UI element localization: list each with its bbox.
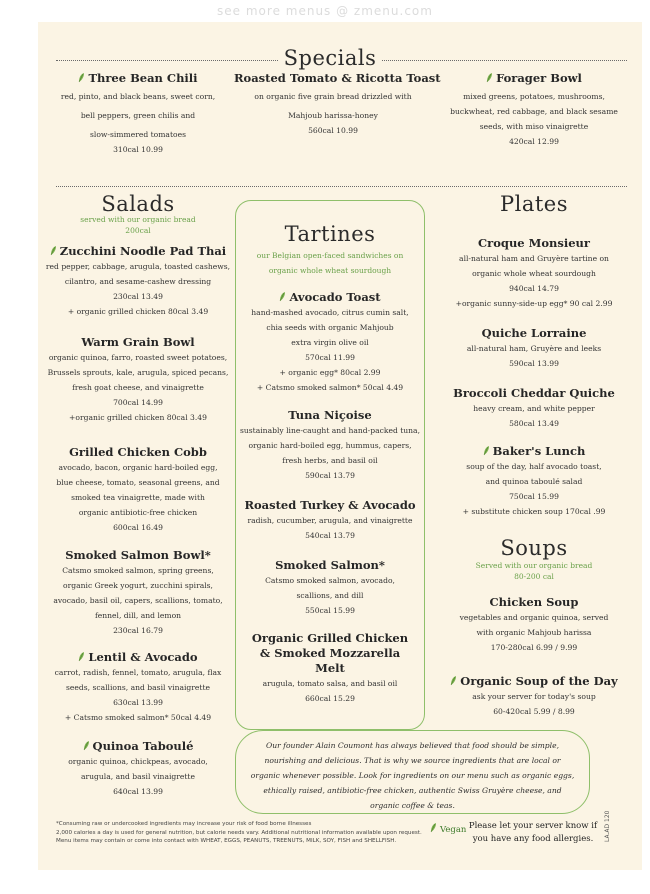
salad-item-desc: smoked tea vinaigrette, made with bbox=[71, 493, 205, 502]
soup-item-name: Chicken Soup bbox=[489, 595, 579, 609]
salad-item bbox=[38, 548, 238, 638]
special-item-price: 420cal 12.99 bbox=[509, 137, 559, 146]
salad-item-addon: +organic grilled chicken 80cal 3.49 bbox=[69, 413, 207, 422]
salad-item bbox=[38, 445, 238, 535]
salad-item-desc: avocado, bacon, organic hard-boiled egg, bbox=[58, 463, 218, 472]
footnotes bbox=[56, 820, 436, 846]
tartine-item-addon: + organic egg* 80cal 2.99 bbox=[279, 368, 381, 377]
soups-title: Soups bbox=[500, 536, 568, 560]
tartine-item-name: Roasted Turkey & Avocado bbox=[244, 498, 416, 512]
salad-item-desc: carrot, radish, fennel, tomato, arugula, flax bbox=[54, 668, 222, 677]
plate-item-price: 580cal 13.49 bbox=[509, 419, 559, 428]
plate-item-name: Broccoli Cheddar Quiche bbox=[453, 386, 615, 400]
plate-item-desc: soup of the day, half avocado toast, bbox=[466, 462, 602, 471]
tartine-item-desc: arugula, tomato salsa, and basil oil bbox=[262, 679, 398, 688]
special-item-desc: on organic five grain bread drizzled with bbox=[254, 92, 412, 101]
plate-item-price: 590cal 13.99 bbox=[509, 359, 559, 368]
salad-item-desc: arugula, and basil vinaigrette bbox=[81, 772, 195, 781]
tartine-item bbox=[250, 631, 410, 706]
vegan-legend bbox=[430, 822, 466, 835]
tartine-item bbox=[235, 408, 425, 483]
plate-item-name: Croque Monsieur bbox=[478, 236, 590, 250]
salad-item-name: Smoked Salmon Bowl* bbox=[65, 548, 211, 562]
salad-item-desc: cilantro, and sesame-cashew dressing bbox=[64, 277, 212, 286]
plate-item-desc: all-natural ham and Gruyère tartine on bbox=[459, 254, 609, 263]
salad-item-desc: blue cheese, tomato, seasonal greens, and bbox=[56, 478, 220, 487]
vegan-leaf-icon bbox=[78, 72, 85, 83]
soup-item bbox=[434, 595, 634, 655]
plate-item-desc: organic whole wheat sourdough bbox=[472, 269, 596, 278]
special-item-desc: Mahjoub harissa-honey bbox=[288, 111, 378, 120]
vegan-leaf-icon bbox=[450, 675, 457, 686]
vegan-legend-label: Vegan bbox=[440, 825, 467, 835]
special-item-desc: buckwheat, red cabbage, and black sesame bbox=[450, 107, 618, 116]
soup-item-desc: vegetables and organic quinoa, served bbox=[459, 613, 609, 622]
tartine-item-name: Smoked Salmon* bbox=[275, 558, 385, 572]
special-item-desc: bell peppers, green chilis and bbox=[80, 111, 196, 120]
plate-item-desc: and quinoa taboulé salad bbox=[485, 477, 583, 486]
tartine-item-desc: Catsmo smoked salmon, avocado, bbox=[265, 576, 395, 585]
plate-item-addon: + substitute chicken soup 170cal .99 bbox=[462, 507, 606, 516]
salad-item-addon: + organic grilled chicken 80cal 3.49 bbox=[67, 307, 209, 316]
salads-title: Salads bbox=[101, 192, 175, 216]
tartines-title: Tartines bbox=[284, 222, 376, 246]
salad-item-desc: organic Greek yogurt, zucchini spirals, bbox=[63, 581, 213, 590]
salad-item-name: Warm Grain Bowl bbox=[81, 335, 195, 349]
tartine-item-name: Tuna Niçoise bbox=[288, 408, 372, 422]
tartine-item-desc: extra virgin olive oil bbox=[291, 338, 369, 347]
tartine-item-desc: chia seeds with organic Mahjoub bbox=[266, 323, 394, 332]
salad-item-desc: fresh goat cheese, and vinaigrette bbox=[72, 383, 204, 392]
tartine-item bbox=[235, 290, 425, 395]
tartine-item-price: 550cal 15.99 bbox=[305, 606, 355, 615]
tartine-item-price: 590cal 13.79 bbox=[305, 471, 355, 480]
salad-item-addon: + Catsmo smoked salmon* 50cal 4.49 bbox=[64, 713, 212, 722]
salad-item-price: 230cal 13.49 bbox=[113, 292, 163, 301]
tartine-item-addon: + Catsmo smoked salmon* 50cal 4.49 bbox=[256, 383, 404, 392]
plate-item-price: 750cal 15.99 bbox=[509, 492, 559, 501]
tartines-subtitle: our Belgian open-faced sandwiches on organic whole wheat sourdough bbox=[256, 251, 404, 275]
salad-item-desc: seeds, scallions, and basil vinaigrette bbox=[65, 683, 211, 692]
salad-item bbox=[38, 244, 238, 319]
vegan-leaf-icon bbox=[83, 740, 90, 751]
vegan-leaf-icon bbox=[279, 291, 286, 302]
vegan-leaf-icon bbox=[483, 445, 490, 456]
tartine-item-price: 570cal 11.99 bbox=[305, 353, 355, 362]
special-item-price: 310cal 10.99 bbox=[113, 145, 163, 154]
special-item bbox=[434, 71, 634, 149]
salad-item-desc: red pepper, cabbage, arugula, toasted cashews, bbox=[45, 262, 231, 271]
soups-subtitle bbox=[434, 560, 634, 582]
tartine-item-desc: sustainably line-caught and hand-packed tuna, bbox=[239, 426, 420, 435]
soup-item-name: Organic Soup of the Day bbox=[434, 674, 634, 689]
special-item-desc: slow-simmered tomatoes bbox=[90, 130, 186, 139]
salads-subtitle-cal: 200cal bbox=[125, 226, 151, 235]
plate-item-addon: +organic sunny-side-up egg* 90 cal 2.99 bbox=[455, 299, 613, 308]
plate-item-name: Baker's Lunch bbox=[434, 444, 634, 459]
soup-item-price: 60-420cal 5.99 / 8.99 bbox=[493, 707, 575, 716]
tartine-item-name: Avocado Toast bbox=[235, 290, 425, 305]
plates-title: Plates bbox=[499, 192, 568, 216]
tartine-item-desc: fresh herbs, and basil oil bbox=[282, 456, 378, 465]
special-item-name: Three Bean Chili bbox=[48, 71, 228, 86]
watermark: see more menus @ zmenu.com bbox=[217, 4, 433, 18]
special-item-name: Roasted Tomato & Ricotta Toast bbox=[234, 71, 441, 85]
salads-subtitle-text: served with our organic bread bbox=[80, 215, 196, 224]
plate-item bbox=[434, 236, 634, 311]
plate-item bbox=[434, 386, 634, 431]
salad-item-desc: organic antibiotic-free chicken bbox=[78, 508, 198, 517]
special-item-name: Forager Bowl bbox=[434, 71, 634, 86]
vegan-leaf-icon bbox=[430, 822, 437, 833]
soup-item-desc: with organic Mahjoub harissa bbox=[476, 628, 592, 637]
specials-title: Specials bbox=[283, 46, 377, 70]
tartine-item-name: Organic Grilled Chicken & Smoked Mozzarella Melt bbox=[251, 631, 409, 675]
plate-item-price: 940cal 14.79 bbox=[509, 284, 559, 293]
founder-note: Our founder Alain Coumont has always believed that food should be simple, nourishing and delicious. That is why we source ingredients that are local or organic whenever possible. Look for ingredients on our menu such as organic eggs, ethically raised, antibiotic-free chicken, authentic Swiss Gruyère cheese, and organic coffee & teas. bbox=[235, 730, 590, 814]
salad-item-desc: organic quinoa, farro, roasted sweet potatoes, bbox=[48, 353, 228, 362]
vegan-leaf-icon bbox=[78, 651, 85, 662]
plate-item bbox=[434, 326, 634, 371]
plate-item bbox=[434, 444, 634, 519]
salad-item bbox=[38, 335, 238, 425]
salad-item-name: Quinoa Taboulé bbox=[38, 739, 238, 754]
specials-rule-left bbox=[56, 60, 278, 61]
tartine-item-price: 540cal 13.79 bbox=[305, 531, 355, 540]
salad-item bbox=[38, 739, 238, 799]
salad-item bbox=[38, 650, 238, 725]
vegan-leaf-icon bbox=[486, 72, 493, 83]
salad-item-name: Grilled Chicken Cobb bbox=[69, 445, 207, 459]
tartine-item bbox=[235, 558, 425, 618]
salad-item-price: 640cal 13.99 bbox=[113, 787, 163, 796]
soup-item-price: 170-280cal 6.99 / 9.99 bbox=[490, 643, 578, 652]
tartine-item bbox=[235, 498, 425, 543]
footnote-raw-food: *Consuming raw or undercooked ingredients may increase your risk of food borne illnesses bbox=[56, 821, 312, 827]
menu-page bbox=[38, 22, 642, 870]
footnote-calories: 2,000 calories a day is used for general nutrition, but calorie needs vary. Additional nutritional information available upon request. bbox=[56, 829, 422, 836]
salad-item-price: 600cal 16.49 bbox=[113, 523, 163, 532]
soups-subtitle-cal: 80-200 cal bbox=[514, 572, 554, 581]
soup-item bbox=[434, 674, 634, 719]
special-item-price: 560cal 10.99 bbox=[308, 126, 358, 135]
salads-subtitle bbox=[48, 214, 228, 236]
vegan-leaf-icon bbox=[50, 245, 57, 256]
special-item bbox=[234, 71, 441, 138]
salad-item-price: 700cal 14.99 bbox=[113, 398, 163, 407]
tartine-item-desc: hand-mashed avocado, citrus cumin salt, bbox=[251, 308, 409, 317]
section-divider bbox=[56, 186, 627, 187]
special-item bbox=[48, 71, 228, 157]
salad-item-price: 630cal 13.99 bbox=[113, 698, 163, 707]
plate-item-desc: all-natural ham, Gruyère and leeks bbox=[466, 344, 602, 353]
salad-item-desc: Brussels sprouts, kale, arugula, spiced pecans, bbox=[47, 368, 229, 377]
salad-item-desc: avocado, basil oil, capers, scallions, tomato, bbox=[53, 596, 223, 605]
tartine-item-price: 660cal 15.29 bbox=[305, 694, 355, 703]
salad-item-desc: Catsmo smoked salmon, spring greens, bbox=[62, 566, 214, 575]
plate-item-name: Quiche Lorraine bbox=[481, 326, 587, 340]
special-item-desc: red, pinto, and black beans, sweet corn, bbox=[60, 92, 216, 101]
specials-rule-right bbox=[382, 60, 627, 61]
menu-code: LA.AD 120 bbox=[604, 810, 611, 842]
tartine-item-desc: scallions, and dill bbox=[296, 591, 364, 600]
plate-item-desc: heavy cream, and white pepper bbox=[473, 404, 595, 413]
salad-item-name: Zucchini Noodle Pad Thai bbox=[38, 244, 238, 259]
special-item-desc: mixed greens, potatoes, mushrooms, bbox=[463, 92, 605, 101]
soups-subtitle-text: Served with our organic bread bbox=[475, 561, 593, 570]
salad-item-desc: organic quinoa, chickpeas, avocado, bbox=[68, 757, 208, 766]
salad-item-desc: fennel, dill, and lemon bbox=[94, 611, 182, 620]
soup-item-desc: ask your server for today's soup bbox=[472, 692, 596, 701]
salad-item-price: 230cal 16.79 bbox=[113, 626, 163, 635]
allergy-note: Please let your server know if you have any food allergies. bbox=[468, 821, 598, 844]
tartine-item-desc: organic hard-boiled egg, hummus, capers, bbox=[248, 441, 412, 450]
salad-item-name: Lentil & Avocado bbox=[38, 650, 238, 665]
footnote-allergens: Menu items may contain or come into contact with WHEAT, EGGS, PEANUTS, TREENUTS, MILK, SOY, FISH and SHELLFISH. bbox=[56, 838, 397, 844]
special-item-desc: seeds, with miso vinaigrette bbox=[479, 122, 589, 131]
tartine-item-desc: radish, cucumber, arugula, and vinaigrette bbox=[247, 516, 413, 525]
